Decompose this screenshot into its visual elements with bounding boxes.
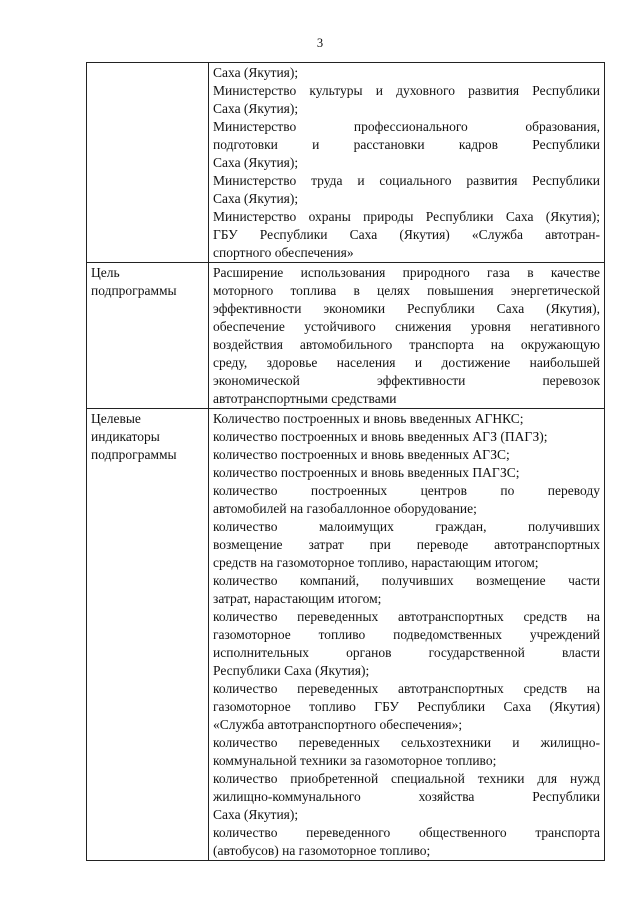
row-value-line: газомоторное топливо ГБУ Республики Саха (Якутия) (213, 699, 600, 714)
row-value-line: количество переведенных сельхозтехники и жилищно- (213, 735, 600, 750)
table-row (87, 263, 605, 409)
page-number: 3 (316, 36, 324, 50)
row-value-line: среду, здоровье населения и достижение наибольшей (213, 355, 600, 370)
row-value-line: автомобилей на газобаллонное оборудование; (213, 501, 477, 516)
table-row (87, 63, 605, 263)
row-value-line: Количество построенных и вновь введенных АГНКС; (213, 411, 524, 426)
row-value-line: спортного обеспечения» (213, 245, 354, 260)
row-value-line: затрат, нарастающим итогом; (213, 591, 382, 606)
row-value-line: Расширение использования природного газа в качестве (213, 265, 600, 280)
row-label-line: Цель (91, 265, 120, 280)
row-label-cell (87, 63, 209, 263)
row-value-line: количество построенных и вновь введенных АГЗ (ПАГЗ); (213, 429, 548, 444)
row-value-line: экономической эффективности перевозок (213, 373, 600, 388)
row-value-line: ГБУ Республики Саха (Якутия) «Служба автотран- (213, 227, 600, 242)
row-value-line: Республики Саха (Якутия); (213, 663, 370, 678)
row-value-line: Министерство охраны природы Республики Саха (Якутия); (213, 209, 600, 224)
passport-table-body (87, 63, 605, 861)
row-value-line: моторного топлива в целях повышения энергетической (213, 283, 600, 298)
row-value-line: обеспечение устойчивого снижения уровня негативного (213, 319, 600, 334)
row-value-line: количество построенных и вновь введенных ПАГЗС; (213, 465, 520, 480)
row-value-line: количество построенных и вновь введенных АГЗС; (213, 447, 510, 462)
row-value-line: Саха (Якутия); (213, 191, 299, 206)
row-value-line: Министерство труда и социального развития Республики (213, 173, 600, 188)
row-value-line: количество приобретенной специальной техники для нужд (213, 771, 600, 786)
row-value-cell (209, 263, 605, 409)
row-value-line: количество переведенного общественного транспорта (213, 825, 600, 840)
row-value-line: средств на газомоторное топливо, нарастающим итогом; (213, 555, 539, 570)
row-label-line: индикаторы (91, 429, 160, 444)
row-label-cell (87, 409, 209, 861)
row-value-line: подготовки и расстановки кадров Республики (213, 137, 600, 152)
row-value-cell (209, 409, 605, 861)
row-value-line: количество переведенных автотранспортных средств на (213, 681, 600, 696)
row-value-line: Саха (Якутия); (213, 807, 299, 822)
row-value-line: количество переведенных автотранспортных средств на (213, 609, 600, 624)
row-value-line: коммунальной техники за газомоторное топливо; (213, 753, 497, 768)
row-value-line: Саха (Якутия); (213, 65, 299, 80)
row-value-line: Саха (Якутия); (213, 155, 299, 170)
row-value-line: исполнительных органов государственной власти (213, 645, 600, 660)
row-value-line: Министерство профессионального образования, (213, 119, 600, 134)
row-label-line: подпрограммы (91, 283, 177, 298)
row-value-line: автотранспортными средствами (213, 391, 397, 406)
row-value-line: количество малоимущих граждан, получивших (213, 519, 600, 534)
row-label-line: подпрограммы (91, 447, 177, 462)
row-label-cell (87, 263, 209, 409)
subprogram-passport-table (86, 62, 605, 861)
row-value-line: «Служба автотранспортного обеспечения»; (213, 717, 463, 732)
row-value-line: количество построенных центров по переводу (213, 483, 600, 498)
row-value-line: эффективности экономики Республики Саха (Якутия), (213, 301, 600, 316)
row-value-line: воздействия автомобильного транспорта на окружающую (213, 337, 600, 352)
row-value-line: возмещение затрат при переводе автотранспортных (213, 537, 600, 552)
row-value-line: Министерство культуры и духовного развития Республики (213, 83, 600, 98)
table-row (87, 409, 605, 861)
row-value-cell (209, 63, 605, 263)
row-label-line: Целевые (91, 411, 141, 426)
row-value-line: жилищно-коммунального хозяйства Республики (213, 789, 600, 804)
row-value-line: количество компаний, получивших возмещение части (213, 573, 600, 588)
row-value-line: (автобусов) на газомоторное топливо; (213, 843, 431, 858)
row-value-line: Саха (Якутия); (213, 101, 299, 116)
row-value-line: газомоторное топливо подведомственных учреждений (213, 627, 600, 642)
